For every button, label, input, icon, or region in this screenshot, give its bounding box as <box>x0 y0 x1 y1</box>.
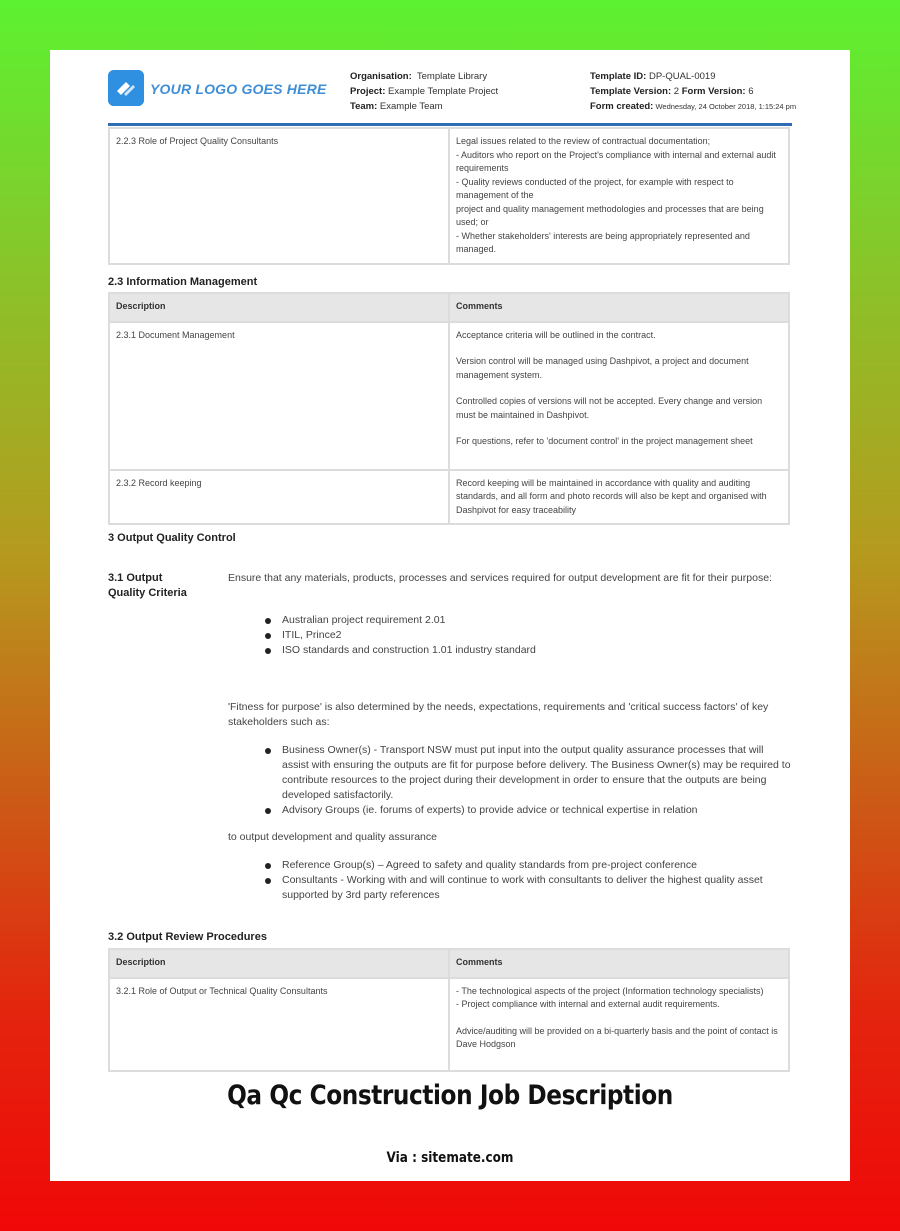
list-item: Advisory Groups (ie. forums of experts) to provide advice or technical expertise in relation <box>282 803 792 818</box>
comment-paragraph: Acceptance criteria will be outlined in the contract. <box>456 329 656 340</box>
list-item: Reference Group(s) – Agreed to safety and quality standards from pre-project conference <box>282 858 792 873</box>
list-item: Consultants - Working with and will continue to work with consultants to deliver the highest quality asset supported by 3rd party references <box>282 873 792 903</box>
template-version-value: 2 <box>673 86 680 97</box>
description-cell: 3.2.1 Role of Output or Technical Quality Consultants <box>109 978 449 1071</box>
comment-line: Legal issues related to the review of contractual documentation; <box>456 136 711 146</box>
list-item: Australian project requirement 2.01 <box>282 613 792 628</box>
template-id-value: DP-QUAL-0019 <box>648 71 716 82</box>
column-header-comments: Comments <box>449 293 789 322</box>
column-header-description: Description <box>109 949 449 978</box>
comment-line: - The technological aspects of the project (Information technology specialists) <box>456 985 764 996</box>
form-created-value: Wednesday, 24 October 2018, 1:15:24 pm <box>655 102 797 111</box>
project-label: Project: <box>350 86 386 97</box>
table-row <box>109 978 789 1071</box>
section-heading: 2.3 Information Management <box>108 276 258 288</box>
comment-line: - Project compliance with internal and external audit requirements. <box>456 999 720 1009</box>
section-heading: 3.2 Output Review Procedures <box>108 931 267 943</box>
team-label: Team: <box>350 101 378 112</box>
comment-line: - Whether stakeholders' interests are being appropriately represented and managed. <box>456 230 750 254</box>
table-row <box>109 128 789 264</box>
logo-text: YOUR LOGO GOES HERE <box>150 81 327 97</box>
project-value: Example Template Project <box>388 86 499 97</box>
comment-paragraph: Version control will be managed using Dashpivot, a project and document management system. <box>456 356 749 380</box>
column-header-description: Description <box>109 293 449 322</box>
intro-paragraph: Ensure that any materials, products, processes and services required for output development are fit for their purpose: <box>228 572 772 584</box>
header-project-info <box>350 69 570 114</box>
section-heading: 3 Output Quality Control <box>108 532 236 544</box>
organisation-label: Organisation: <box>350 71 412 82</box>
table-row <box>109 470 789 525</box>
list-item: ITIL, Prince2 <box>282 628 792 643</box>
standards-list <box>282 613 792 658</box>
comments-cell <box>449 322 789 470</box>
description-cell: 2.3.2 Record keeping <box>109 470 449 525</box>
continuation-paragraph: to output development and quality assurance <box>228 831 437 843</box>
comment-line: - Auditors who report on the Project's compliance with internal and external audit requirements <box>456 149 776 173</box>
caption-source: Via : sitemate.com <box>386 1150 514 1166</box>
comment-line: - Quality reviews conducted of the project, for example with respect to management of the <box>456 176 734 200</box>
header-template-info <box>590 69 800 112</box>
table-2-2-3 <box>108 127 790 265</box>
template-id-label: Template ID: <box>590 71 647 82</box>
form-version-label: Form Version: <box>681 86 746 97</box>
comments-cell <box>449 128 789 264</box>
organisation-value: Template Library <box>416 71 488 82</box>
comment-line: project and quality management methodologies and processes that are being used; or <box>456 203 764 227</box>
list-item: Business Owner(s) - Transport NSW must put input into the output quality assurance processes that will assist with ensuring the outputs are fit for purpose before delivery. The Business Owner(s) may be required to contribute resources to the project during their development in order to ensure that the outputs are being developed satisfactorily. <box>282 744 791 801</box>
description-cell: 2.2.3 Role of Project Quality Consultants <box>109 128 449 264</box>
stakeholder-list <box>282 743 792 818</box>
table-header-row <box>109 293 789 322</box>
fitness-paragraph: 'Fitness for purpose' is also determined by the needs, expectations, requirements and 'critical success factors' of key stakeholders such as: <box>228 701 769 728</box>
table-3-2 <box>108 948 790 1072</box>
header-divider <box>108 123 792 126</box>
comment-paragraph: Controlled copies of versions will not be accepted. Every change and version must be maintained in Dashpivot. <box>456 396 763 420</box>
comments-cell: Record keeping will be maintained in accordance with quality and auditing standards, and all form and photo records will also be kept and organised with Dashpivot for easy traceability <box>449 470 789 525</box>
caption-title: Qa Qc Construction Job Description <box>227 1080 673 1111</box>
form-created-label: Form created: <box>590 101 654 112</box>
team-value: Example Team <box>379 101 443 112</box>
reference-list <box>282 858 792 903</box>
table-row <box>109 322 789 470</box>
comment-paragraph: Advice/auditing will be provided on a bi-quarterly basis and the point of contact is Dave Hodgson <box>456 1025 778 1049</box>
subsection-label: 3.1 Output Quality Criteria <box>108 572 187 599</box>
table-2-3 <box>108 292 790 525</box>
logo-icon <box>108 70 144 106</box>
table-header-row <box>109 949 789 978</box>
document-page <box>50 50 850 1181</box>
comment-paragraph: For questions, refer to 'document control' in the project management sheet <box>456 436 753 446</box>
form-version-value: 6 <box>748 86 754 97</box>
template-version-label: Template Version: <box>590 86 672 97</box>
list-item: ISO standards and construction 1.01 industry standard <box>282 643 792 658</box>
comments-cell <box>449 978 789 1071</box>
column-header-comments: Comments <box>449 949 789 978</box>
description-cell: 2.3.1 Document Management <box>109 322 449 470</box>
